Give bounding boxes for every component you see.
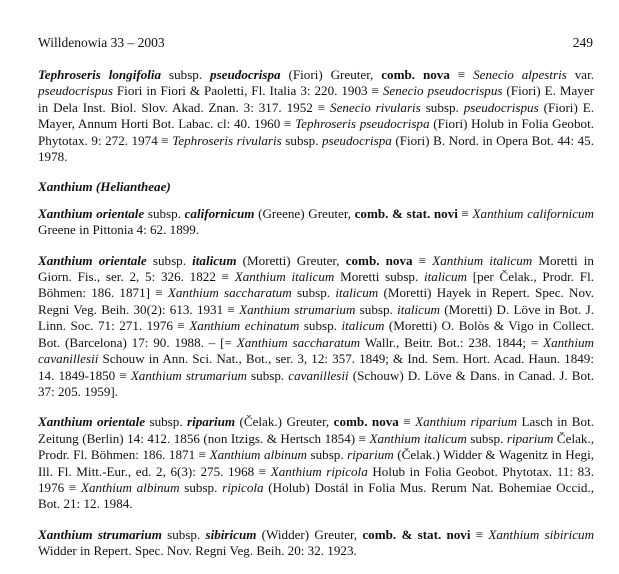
page-header [38,35,593,51]
nomenclatural-status: comb. & stat. novi [362,526,471,542]
synonym-name: Xanthium riparium [415,414,518,430]
citation-text: (Fiori) E. Mayer, Annum Horti Bot. Labac. cl: 40. 1960 ≡ [38,99,594,132]
taxon-name: riparium [187,414,236,430]
synonym-name: Xanthium italicum [432,252,533,268]
citation-text: subsp. [466,430,507,446]
synonym-name: riparium [347,447,394,463]
citation-text: (Fiori) Holub in Folia Geobot. Phytotax. 9: 272. 1974 ≡ [38,116,594,148]
synonym-name: italicum [341,318,385,334]
synonym-name: pseudocrispa [321,132,392,148]
section-heading [38,179,594,195]
taxon-name: Xanthium orientale [38,414,146,430]
citation-text: ≡ [449,67,474,82]
citation-text: (Fiori) B. Nord. in Opera Bot. 44: 45. 1978. [38,132,595,165]
citation-text: subsp. [420,99,464,115]
citation-text: Holub in Folia Geobot. Phytotax. 11: 83. 1976 ≡ [38,463,595,495]
taxon-name: pseudocrispa [210,67,281,82]
citation-text: subsp. [145,414,188,430]
synonym-name: Senecio alpestris [473,67,567,82]
synonym-name: Xanthium albinum [209,447,307,463]
citation-text: (Moretti) O. Bolòs & Vigo in Collect. Bot. (Barcelona) 17: 90. 1988. – [= [38,318,595,350]
nomenclature-entry [38,206,594,239]
citation-text: Greene in Pittonia 4: 62. 1899. [38,222,200,238]
journal-running-head: Willdenowia 33 – 2003 [38,35,165,50]
citation-text: Widder in Repert. Spec. Nov. Regni Veg. Beih. 20: 32. 1923. [38,543,357,559]
nomenclatural-status: comb. & stat. novi [354,205,458,221]
taxon-name: Xanthium orientale [38,252,147,268]
citation-text: (Moretti) D. Löve in Bot. J. Linn. Soc. 71: 271. 1976 ≡ [38,301,594,334]
synonym-name: Xanthium saccharatum [167,285,292,301]
citation-text: subsp. [146,252,193,268]
citation-text: (Čelak.) Greuter, [235,414,334,430]
citation-text: subsp. [246,367,289,383]
citation-text: subsp. [299,318,342,334]
synonym-name: pseudocrispus [463,99,539,115]
citation-text: subsp. [281,132,322,148]
synonym-name: italicum [335,285,379,301]
citation-text: ≡ [470,526,489,542]
synonym-name: Xanthium italicum [369,430,467,446]
citation-text: (Fiori) E. Mayer in Dela Inst. Biol. Slov. Akad. Znan. 3: 317. 1952 ≡ [38,83,594,115]
citation-text: var. [566,67,595,82]
citation-text: subsp. [161,526,206,542]
citation-text: (Čelak.) Widder & Wagenitz in Hegi, Ill. Fl. Mitt.-Eur., ed. 2, 6(3): 275. 1968 ≡ [38,447,594,479]
nomenclatural-status: comb. nova [345,252,413,268]
citation-text: ≡ [412,252,433,268]
synonym-name: Xanthium italicum [234,269,335,285]
synonym-name: Xanthium strumarium [239,301,356,317]
taxon-name: Tephroseris longifolia [38,67,162,82]
synonym-name: Xanthium californicum [472,205,595,221]
synonym-name: pseudocrispus [38,83,113,99]
synonym-name: Xanthium echinatum [189,318,300,334]
citation-text: subsp. [179,479,223,495]
synonym-name: Xanthium sibiricum [488,526,595,542]
citation-text: (Holub) Dostál in Folia Mus. Rerum Nat. Bohemiae Occid., Bot. 21: 12. 1984. [38,479,594,512]
citation-text: subsp. [144,205,185,221]
synonym-name: Xanthium strumarium [130,367,247,383]
synonym-name: italicum [424,269,467,285]
taxon-name: Xanthium orientale [38,205,145,221]
taxon-name: Xanthium strumarium [38,526,162,542]
nomenclatural-status: comb. nova [381,67,450,82]
synonym-name: Xanthium cavanillesii [38,334,594,367]
citation-text: (Schouw) D. Löve & Dans. in Canad. J. Bot. 37: 205. 1959]. [38,367,594,399]
taxon-name: californicum [184,205,255,221]
citation-text: Čelak., Prodr. Fl. Böhmen: 186. 1871 ≡ [38,430,594,463]
synonym-name: riparium [506,430,554,446]
citation-text: (Widder) Greuter, [256,526,363,542]
page-body [38,67,594,574]
synonym-name: Xanthium saccharatum [236,334,361,350]
citation-text: ≡ [398,414,416,430]
synonym-name: Senecio rivularis [330,99,421,115]
citation-text: Moretti in Giorn. Fis., ser. 2, 5: 326. 1822 ≡ [38,252,594,285]
citation-text: subsp. [355,301,398,317]
citation-text: ≡ [457,205,473,221]
citation-text: (Moretti) Hayek in Repert. Spec. Nov. Regni Veg. Beih. 30(2): 613. 1931 ≡ [38,285,595,317]
citation-text: Schouw in Ann. Sci. Nat., Bot., ser. 3, 12: 357. 1849; & Ind. Sem. Hort. Acad. Haun. 1849: 14. 1849-1850 ≡ [38,351,594,383]
synonym-name: Xanthium ripicola [270,463,368,479]
citation-text: (Moretti) Greuter, [236,252,346,268]
citation-text: Moretti subsp. [334,269,425,285]
citation-text: Wallr., Beitr. Bot.: 238. 1844; = [360,334,544,350]
synonym-name: italicum [397,301,440,317]
citation-text: (Fiori) Greuter, [280,67,382,82]
synonym-name: Senecio pseudocrispus [382,83,503,99]
taxon-name: Xanthium (Heliantheae) [38,179,171,195]
taxon-name: sibiricum [205,526,257,542]
citation-text: (Greene) Greuter, [254,205,355,221]
citation-text: Lasch in Bot. Zeitung (Berlin) 14: 412. 1856 (non Itzigs. & Hertsch 1854) ≡ [38,414,594,446]
synonym-name: ripicola [222,479,264,495]
nomenclature-entry [38,67,594,165]
citation-text: subsp. [161,67,211,82]
citation-text: [per Čelak., Prodr. Fl. Böhmen: 186. 1871] ≡ [38,269,594,301]
citation-text: subsp. [291,285,336,301]
synonym-name: Tephroseris rivularis [172,132,282,148]
synonym-name: Xanthium albinum [81,479,180,495]
nomenclature-entry [38,253,594,401]
taxon-name: italicum [192,252,237,268]
synonym-name: cavanillesii [288,367,349,383]
nomenclature-entry [38,527,594,560]
citation-text: subsp. [306,447,348,463]
page-number: 249 [572,35,593,50]
citation-text: Fiori in Fiori & Paoletti, Fl. Italia 3: 220. 1903 ≡ [112,83,383,99]
synonym-name: Tephroseris pseudocrispa [295,116,430,132]
nomenclature-entry [38,414,594,512]
nomenclatural-status: comb. nova [333,414,399,430]
